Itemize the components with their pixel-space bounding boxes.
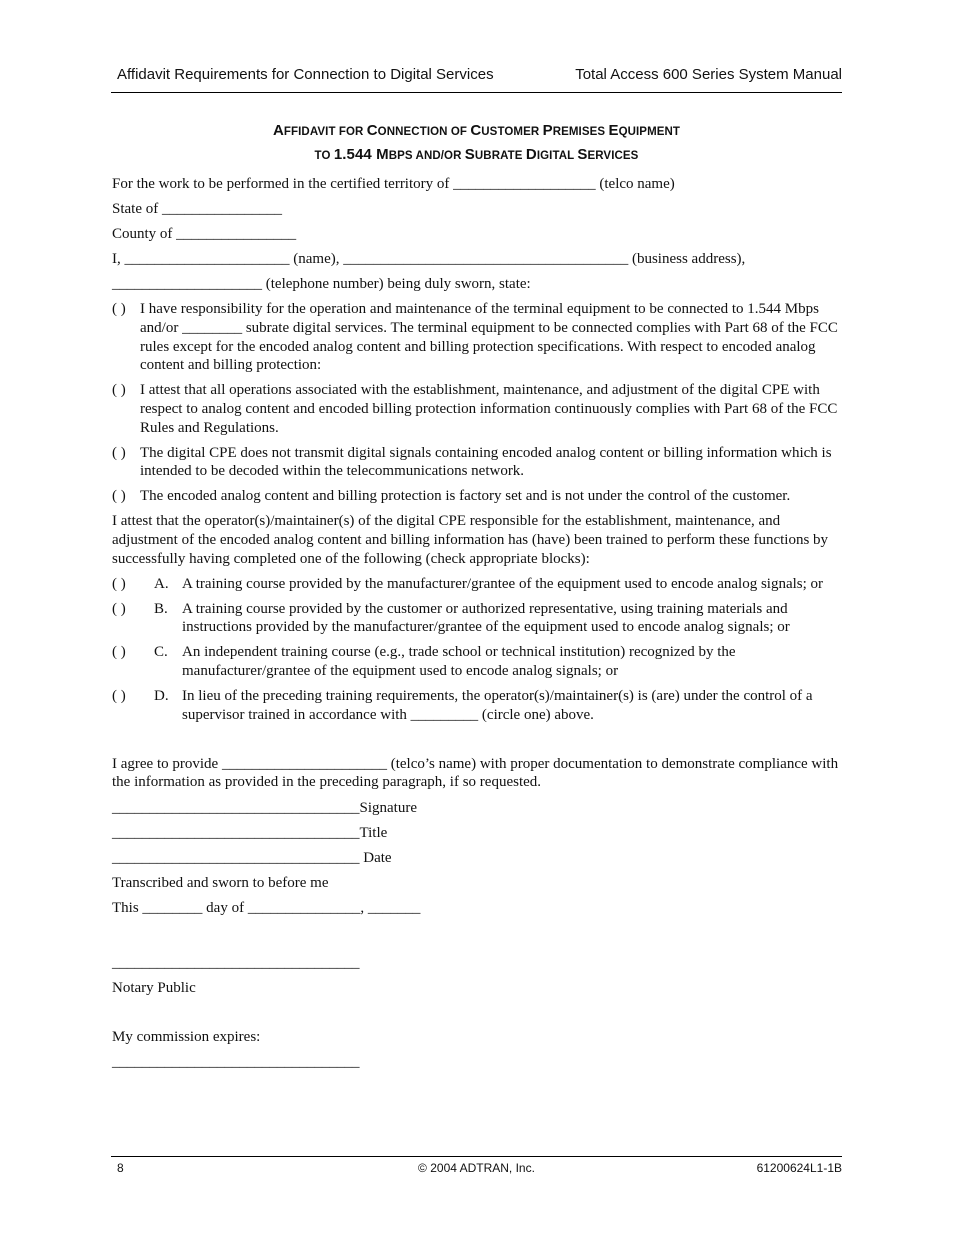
statement-item: [112, 444, 842, 481]
page-header: [111, 64, 842, 93]
statement-checkbox: ( ): [112, 444, 126, 461]
affidavit-body: [112, 175, 842, 1078]
notary-signature-line: _________________________________: [112, 955, 360, 971]
title-line: _________________________________Title: [112, 824, 388, 841]
training-option-text: An independent training course (e.g., trade school or technical institution) recognized by the manufacturer/grantee of the equipment used to encode analog signals; or: [182, 644, 736, 680]
training-option: [112, 575, 842, 594]
page-number: 8: [117, 1161, 124, 1175]
training-option-text: In lieu of the preceding training requirements, the operator(s)/maintainer(s) is (are) under the control of a supervisor trained in accordance with _________ (circle one) above.: [182, 688, 813, 723]
training-option: [112, 600, 842, 637]
statement-checkbox: ( ): [112, 488, 126, 505]
training-option-letter: A.: [154, 575, 169, 592]
statement-item: [112, 487, 842, 506]
signature-line: _________________________________Signature: [112, 799, 417, 816]
attest-paragraph: I attest that the operator(s)/maintainer(s) of the digital CPE responsible for the establishment, maintenance, and adjustment of the encoded analog content and billing information has (have) been trained to perform these functions by successfully having completed one of the following (check appropriate blocks):: [112, 513, 829, 567]
header-section-title: Affidavit Requirements for Connection to Digital Services: [117, 66, 494, 83]
copyright: © 2004 ADTRAN, Inc.: [418, 1161, 535, 1175]
date-line: _________________________________ Date: [112, 849, 392, 866]
name-address-line: I, ______________________ (name), ______________________________________ (business address),: [112, 251, 746, 268]
telephone-line: ____________________ (telephone number) being duly sworn, state:: [112, 276, 531, 293]
statement-item: [112, 300, 842, 374]
statement-text: The digital CPE does not transmit digital signals containing encoded analog content or billing information which is intended to be decoded within the telecommunications network.: [140, 444, 832, 480]
statement-item: [112, 381, 842, 437]
territory-line: For the work to be performed in the certified territory of ___________________ (telco name): [112, 176, 675, 192]
notary-label: Notary Public: [112, 980, 196, 997]
training-checkbox: ( ): [112, 600, 126, 617]
training-option-text: A training course provided by the customer or authorized representative, using training materials and instructions provided by the manufacturer/grantee of the equipment used to encode analog signals; or: [182, 600, 790, 636]
page-footer: [111, 1156, 842, 1175]
training-option-text: A training course provided by the manufacturer/grantee of the equipment used to encode analog signals; or: [182, 575, 824, 592]
agree-paragraph: I agree to provide ______________________ (telco’s name) with proper documentation to demonstrate compliance with the information as provided in the preceding paragraph, if so requested.: [112, 755, 839, 791]
transcribed-line: Transcribed and sworn to before me: [112, 874, 329, 891]
training-option-letter: C.: [154, 644, 168, 661]
statement-checkbox: ( ): [112, 382, 126, 399]
training-checkbox: ( ): [112, 644, 126, 661]
state-line: State of ________________: [112, 201, 282, 218]
commission-label: My commission expires:: [112, 1029, 261, 1046]
statement-text: I attest that all operations associated with the establishment, maintenance, and adjustment of the digital CPE with respect to analog content and encoded billing protection information continuously complies with Part 68 of the FCC Rules and Regulations.: [140, 382, 838, 436]
statement-checkbox: ( ): [112, 301, 126, 318]
training-option-letter: B.: [154, 600, 168, 617]
affidavit-title-line-1: AFFIDAVIT FOR CONNECTION OF CUSTOMER PREMISES EQUIPMENT: [272, 122, 681, 139]
training-option: [112, 643, 842, 680]
commission-line: _________________________________: [112, 1054, 360, 1071]
affidavit-title-line-2: TO 1.544 MBPS AND/OR SUBRATE DIGITAL SERVICES: [314, 146, 639, 163]
document-number: 61200624L1-1B: [756, 1161, 842, 1175]
county-line: County of ________________: [112, 226, 297, 243]
sworn-day-line: This ________ day of _______________, _______: [112, 899, 421, 916]
training-option: [112, 687, 842, 724]
statement-text: I have responsibility for the operation and maintenance of the terminal equipment to be connected to 1.544 Mbps and/or ________ subrate digital services. The terminal equipment to be connected complies with Part 68 of the FCC rules except for the encoded analog content and billing protection specifications. With respect to encoded analog content and billing protection:: [140, 301, 838, 374]
statement-text: The encoded analog content and billing protection is factory set and is not under the control of the customer.: [140, 488, 791, 505]
training-checkbox: ( ): [112, 688, 126, 705]
training-option-letter: D.: [154, 688, 169, 705]
header-manual-title: Total Access 600 Series System Manual: [575, 66, 842, 83]
training-checkbox: ( ): [112, 575, 126, 592]
